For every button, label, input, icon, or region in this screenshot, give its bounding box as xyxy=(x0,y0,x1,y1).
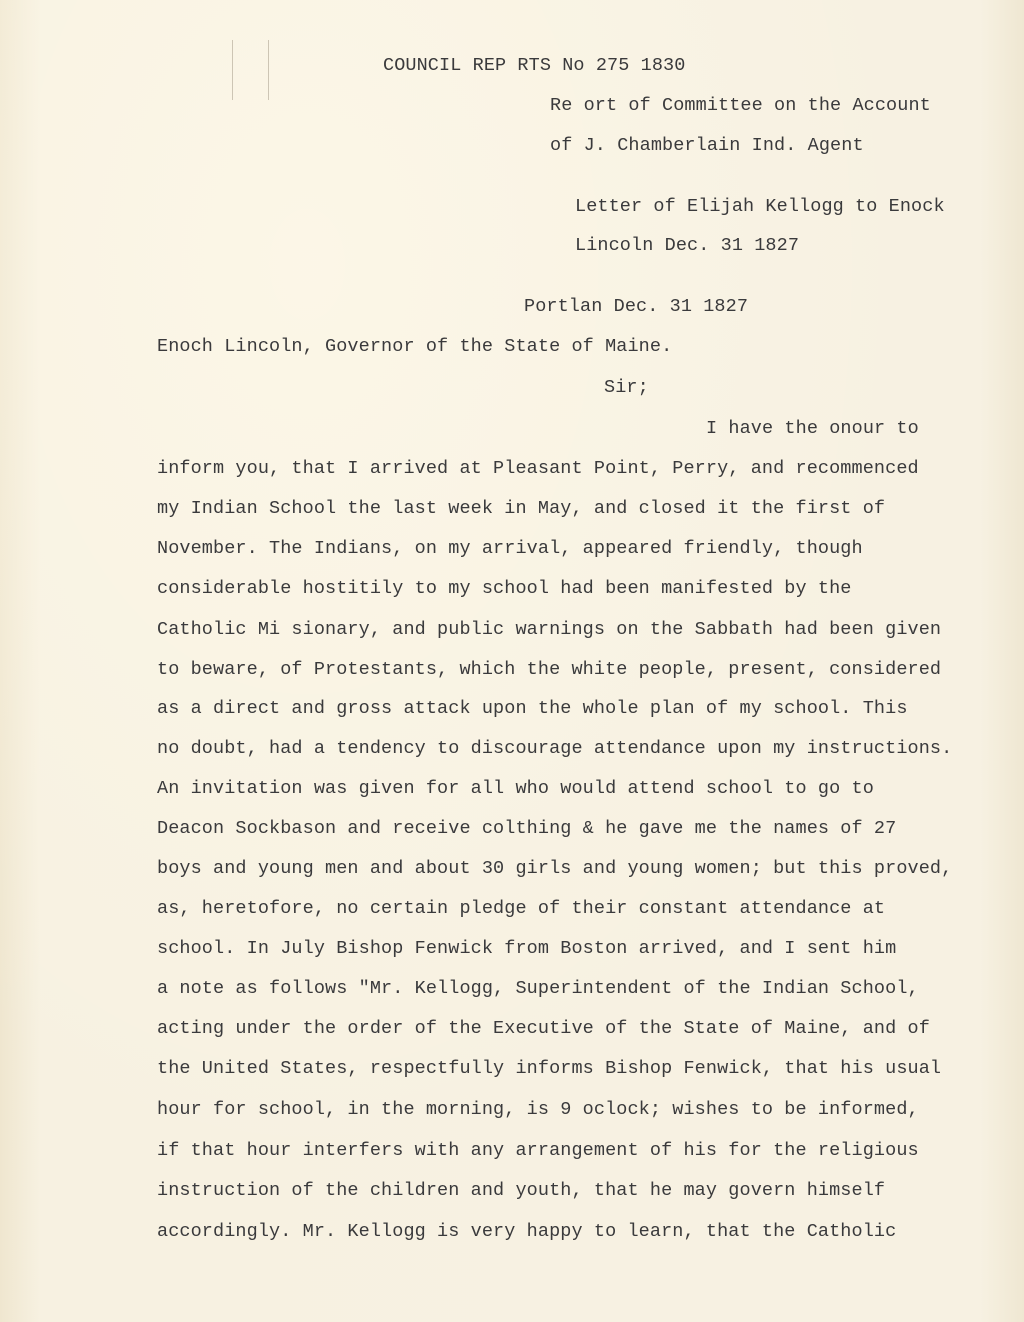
body-line: accordingly. Mr. Kellogg is very happy to learn, that the Catholic xyxy=(157,1221,897,1242)
body-line: as, heretofore, no certain pledge of their constant attendance at xyxy=(157,898,886,919)
body-line: to beware, of Protestants, which the white people, present, considered xyxy=(157,659,942,680)
header-letter-title: Letter of Elijah Kellogg to Enock xyxy=(575,196,945,217)
body-line: boys and young men and about 30 girls and young women; but this proved, xyxy=(157,858,953,879)
letter-addressee: Enoch Lincoln, Governor of the State of Maine. xyxy=(157,336,673,357)
letter-dateline: Portlan Dec. 31 1827 xyxy=(524,296,749,317)
body-line: considerable hostitily to my school had been manifested by the xyxy=(157,578,852,599)
header-council-reports: COUNCIL REP RTS No 275 1830 xyxy=(383,55,686,76)
body-line: my Indian School the last week in May, and closed it the first of xyxy=(157,498,886,519)
body-line: hour for school, in the morning, is 9 oclock; wishes to be informed, xyxy=(157,1099,919,1120)
body-line: Deacon Sockbason and receive colthing & he gave me the names of 27 xyxy=(157,818,897,839)
body-line: acting under the order of the Executive of the State of Maine, and of xyxy=(157,1018,930,1039)
margin-mark xyxy=(232,40,233,100)
body-line: instruction of the children and youth, that he may govern himself xyxy=(157,1180,886,1201)
header-report-title: Re ort of Committee on the Account xyxy=(550,95,931,116)
header-report-subtitle: of J. Chamberlain Ind. Agent xyxy=(550,135,864,156)
body-line: An invitation was given for all who would attend school to go to xyxy=(157,778,874,799)
body-line: school. In July Bishop Fenwick from Boston arrived, and I sent him xyxy=(157,938,897,959)
body-line: as a direct and gross attack upon the whole plan of my school. This xyxy=(157,698,908,719)
body-line: no doubt, had a tendency to discourage attendance upon my instructions. xyxy=(157,738,953,759)
body-line: I have the onour to xyxy=(706,418,919,439)
margin-mark xyxy=(268,40,269,100)
body-line: Catholic Mi sionary, and public warnings on the Sabbath had been given xyxy=(157,619,942,640)
body-line: November. The Indians, on my arrival, appeared friendly, though xyxy=(157,538,863,559)
body-line: if that hour interfers with any arrangement of his for the religious xyxy=(157,1140,919,1161)
body-line: the United States, respectfully informs Bishop Fenwick, that his usual xyxy=(157,1058,942,1079)
body-line: a note as follows "Mr. Kellogg, Superintendent of the Indian School, xyxy=(157,978,919,999)
letter-salutation: Sir; xyxy=(604,377,649,398)
body-line: inform you, that I arrived at Pleasant Point, Perry, and recommenced xyxy=(157,458,919,479)
header-letter-date: Lincoln Dec. 31 1827 xyxy=(575,235,800,256)
